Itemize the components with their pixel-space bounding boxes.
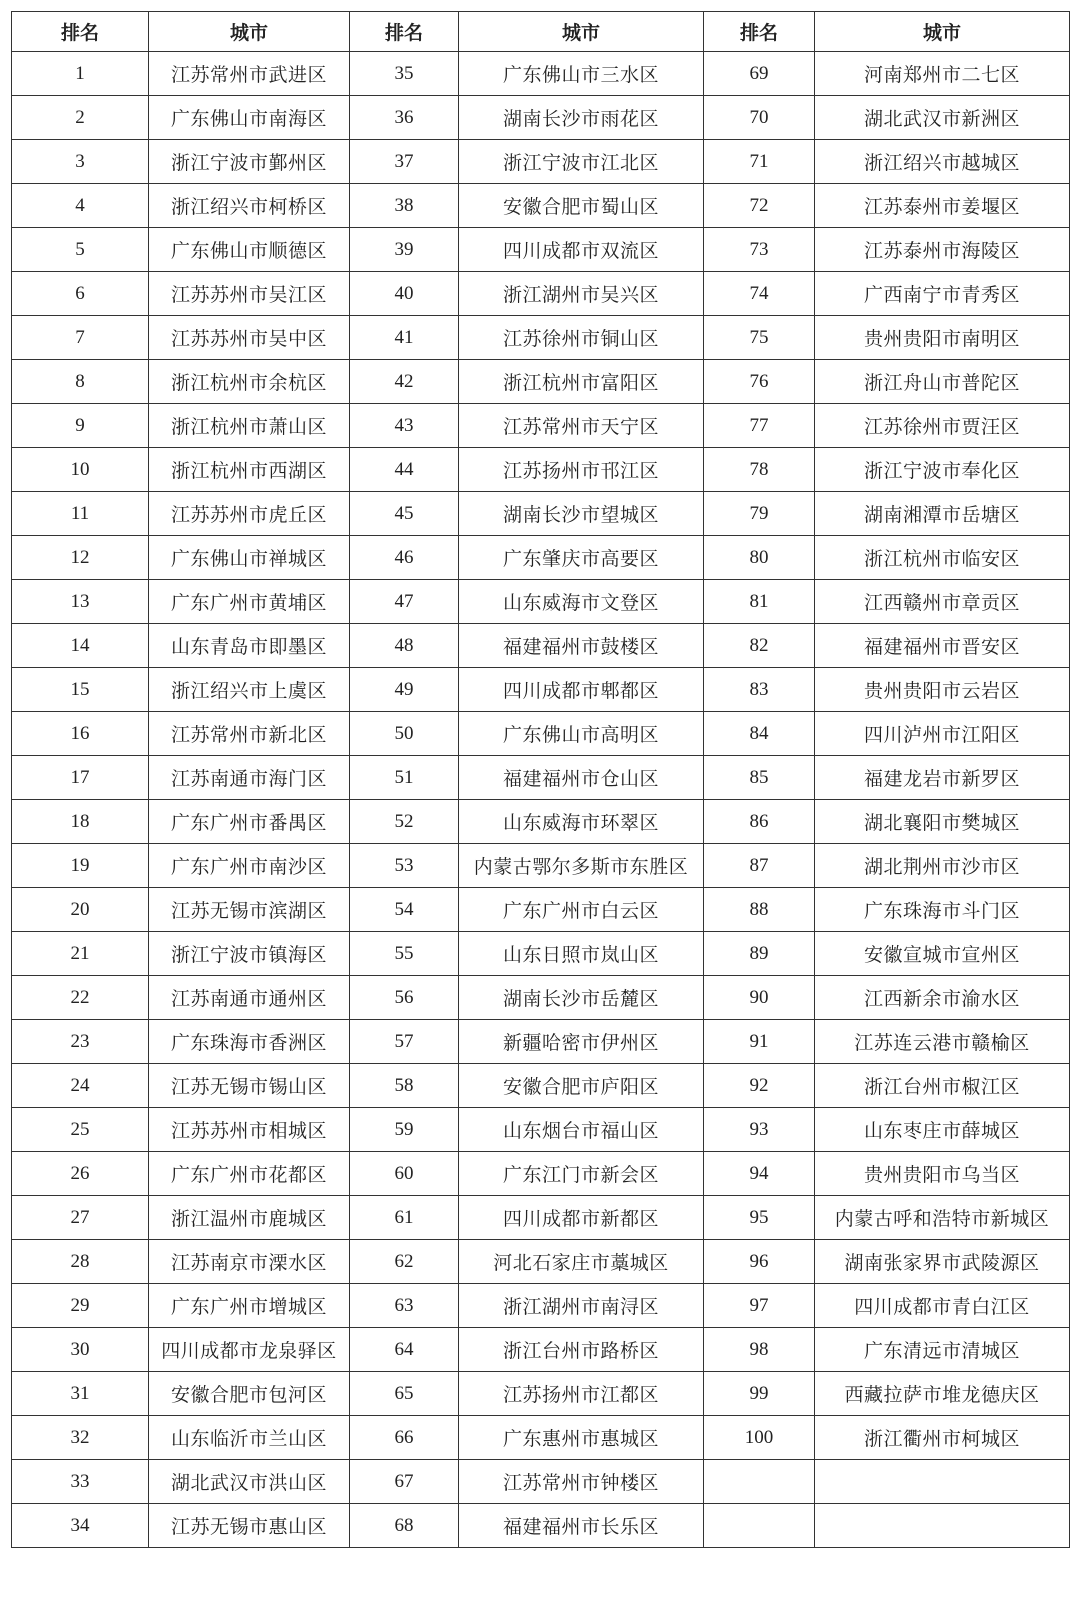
city-cell: 福建龙岩市新罗区 [815,756,1070,800]
rank-cell: 79 [704,492,815,536]
rank-cell: 77 [704,404,815,448]
rank-cell: 8 [12,360,149,404]
city-cell: 贵州贵阳市南明区 [815,316,1070,360]
city-cell: 湖北武汉市洪山区 [149,1460,350,1504]
table-row [12,1152,1070,1196]
city-cell: 广东佛山市禅城区 [149,536,350,580]
rank-cell: 55 [350,932,459,976]
city-cell: 浙江杭州市富阳区 [459,360,704,404]
header-city: 城市 [149,12,350,52]
city-cell: 浙江绍兴市越城区 [815,140,1070,184]
table-body [12,52,1070,1548]
city-cell: 浙江湖州市南浔区 [459,1284,704,1328]
city-cell: 广东佛山市南海区 [149,96,350,140]
rank-cell: 57 [350,1020,459,1064]
city-cell: 浙江衢州市柯城区 [815,1416,1070,1460]
city-cell: 浙江绍兴市上虞区 [149,668,350,712]
rank-cell: 15 [12,668,149,712]
rank-cell: 59 [350,1108,459,1152]
table-header [12,12,1070,52]
rank-cell: 98 [704,1328,815,1372]
rank-cell: 24 [12,1064,149,1108]
rank-cell: 70 [704,96,815,140]
city-cell: 山东日照市岚山区 [459,932,704,976]
city-cell: 贵州贵阳市乌当区 [815,1152,1070,1196]
rank-cell: 51 [350,756,459,800]
table-row [12,1020,1070,1064]
table-row [12,844,1070,888]
rank-cell: 14 [12,624,149,668]
rank-cell: 92 [704,1064,815,1108]
rank-cell: 34 [12,1504,149,1548]
rank-cell: 99 [704,1372,815,1416]
rank-cell: 68 [350,1504,459,1548]
rank-cell: 18 [12,800,149,844]
city-cell: 新疆哈密市伊州区 [459,1020,704,1064]
rank-cell: 69 [704,52,815,96]
city-cell: 西藏拉萨市堆龙德庆区 [815,1372,1070,1416]
city-cell: 广东江门市新会区 [459,1152,704,1196]
rank-cell: 33 [12,1460,149,1504]
city-cell: 湖南长沙市望城区 [459,492,704,536]
table-row [12,1504,1070,1548]
city-cell: 广东惠州市惠城区 [459,1416,704,1460]
city-cell: 四川成都市青白江区 [815,1284,1070,1328]
city-cell: 江苏无锡市惠山区 [149,1504,350,1548]
table-row [12,96,1070,140]
city-cell: 浙江湖州市吴兴区 [459,272,704,316]
table-row [12,932,1070,976]
rank-cell: 13 [12,580,149,624]
city-cell: 江苏苏州市吴中区 [149,316,350,360]
rank-cell: 63 [350,1284,459,1328]
city-cell: 江苏常州市天宁区 [459,404,704,448]
table-row [12,1460,1070,1504]
rank-cell: 3 [12,140,149,184]
rank-cell: 78 [704,448,815,492]
rank-cell: 19 [12,844,149,888]
header-rank: 排名 [12,12,149,52]
city-cell: 内蒙古鄂尔多斯市东胜区 [459,844,704,888]
rank-cell: 61 [350,1196,459,1240]
city-cell: 浙江宁波市奉化区 [815,448,1070,492]
rank-cell: 49 [350,668,459,712]
rank-cell: 26 [12,1152,149,1196]
city-cell: 广东肇庆市高要区 [459,536,704,580]
rank-cell: 96 [704,1240,815,1284]
rank-cell: 66 [350,1416,459,1460]
city-cell: 浙江台州市椒江区 [815,1064,1070,1108]
rank-cell: 40 [350,272,459,316]
city-cell: 四川泸州市江阳区 [815,712,1070,756]
rank-cell: 85 [704,756,815,800]
rank-cell [704,1460,815,1504]
rank-cell: 39 [350,228,459,272]
city-cell: 江苏泰州市姜堰区 [815,184,1070,228]
rank-cell: 44 [350,448,459,492]
city-cell: 江西新余市渝水区 [815,976,1070,1020]
rank-cell: 32 [12,1416,149,1460]
table-row [12,756,1070,800]
city-cell: 广东珠海市香洲区 [149,1020,350,1064]
table-row [12,1064,1070,1108]
rank-cell: 71 [704,140,815,184]
city-cell: 江苏徐州市铜山区 [459,316,704,360]
rank-cell: 5 [12,228,149,272]
table-row [12,52,1070,96]
rank-cell: 81 [704,580,815,624]
city-cell: 江苏南京市溧水区 [149,1240,350,1284]
rank-cell: 35 [350,52,459,96]
city-cell: 江苏苏州市相城区 [149,1108,350,1152]
rank-cell: 83 [704,668,815,712]
rank-cell: 95 [704,1196,815,1240]
city-cell: 山东临沂市兰山区 [149,1416,350,1460]
city-cell: 湖北荆州市沙市区 [815,844,1070,888]
rank-cell: 46 [350,536,459,580]
city-cell: 江苏泰州市海陵区 [815,228,1070,272]
rank-cell: 62 [350,1240,459,1284]
rank-cell: 64 [350,1328,459,1372]
city-cell: 广东佛山市顺德区 [149,228,350,272]
table-row [12,1108,1070,1152]
rank-cell: 25 [12,1108,149,1152]
rank-cell: 42 [350,360,459,404]
rank-cell: 2 [12,96,149,140]
city-cell: 广东佛山市高明区 [459,712,704,756]
city-cell: 四川成都市郫都区 [459,668,704,712]
rank-cell: 6 [12,272,149,316]
city-cell: 江苏扬州市邗江区 [459,448,704,492]
rank-cell: 65 [350,1372,459,1416]
rank-cell: 100 [704,1416,815,1460]
rank-cell: 53 [350,844,459,888]
table-row [12,536,1070,580]
city-cell: 广东清远市清城区 [815,1328,1070,1372]
rank-cell: 17 [12,756,149,800]
city-cell: 广东广州市南沙区 [149,844,350,888]
city-cell: 福建福州市鼓楼区 [459,624,704,668]
table-row [12,1372,1070,1416]
city-cell: 广东广州市增城区 [149,1284,350,1328]
rank-cell: 94 [704,1152,815,1196]
city-cell: 江苏南通市通州区 [149,976,350,1020]
table-row [12,228,1070,272]
table-row [12,668,1070,712]
rank-cell: 73 [704,228,815,272]
city-cell: 浙江绍兴市柯桥区 [149,184,350,228]
city-cell: 江苏常州市钟楼区 [459,1460,704,1504]
rank-cell: 43 [350,404,459,448]
rank-cell: 29 [12,1284,149,1328]
table-row [12,1416,1070,1460]
city-cell: 浙江宁波市镇海区 [149,932,350,976]
rank-cell: 27 [12,1196,149,1240]
city-cell: 江苏常州市武进区 [149,52,350,96]
city-cell: 浙江温州市鹿城区 [149,1196,350,1240]
city-cell: 江苏苏州市虎丘区 [149,492,350,536]
table-row [12,800,1070,844]
city-cell: 湖南湘潭市岳塘区 [815,492,1070,536]
city-cell: 广西南宁市青秀区 [815,272,1070,316]
city-cell: 浙江杭州市临安区 [815,536,1070,580]
rank-cell: 93 [704,1108,815,1152]
city-cell [815,1504,1070,1548]
rank-cell: 48 [350,624,459,668]
rank-cell: 76 [704,360,815,404]
table-row [12,1284,1070,1328]
table-row [12,360,1070,404]
city-cell: 江苏徐州市贾汪区 [815,404,1070,448]
rank-cell: 82 [704,624,815,668]
rank-cell: 10 [12,448,149,492]
city-cell: 福建福州市仓山区 [459,756,704,800]
table-row [12,404,1070,448]
table-row [12,624,1070,668]
rank-cell: 52 [350,800,459,844]
rank-cell: 9 [12,404,149,448]
city-cell: 四川成都市龙泉驿区 [149,1328,350,1372]
rank-cell: 72 [704,184,815,228]
rank-cell: 1 [12,52,149,96]
city-cell: 山东威海市环翠区 [459,800,704,844]
rank-cell: 88 [704,888,815,932]
table-row [12,1196,1070,1240]
city-cell: 福建福州市晋安区 [815,624,1070,668]
rank-cell: 11 [12,492,149,536]
city-cell: 江苏苏州市吴江区 [149,272,350,316]
rank-cell: 97 [704,1284,815,1328]
rank-cell: 7 [12,316,149,360]
rank-cell: 50 [350,712,459,756]
table-row [12,140,1070,184]
table-row [12,316,1070,360]
rank-cell: 80 [704,536,815,580]
city-cell: 四川成都市新都区 [459,1196,704,1240]
city-cell: 江苏无锡市滨湖区 [149,888,350,932]
city-cell: 安徽合肥市庐阳区 [459,1064,704,1108]
ranking-table-container [11,11,1069,1548]
city-cell: 安徽合肥市蜀山区 [459,184,704,228]
table-row [12,448,1070,492]
city-cell: 山东烟台市福山区 [459,1108,704,1152]
rank-cell: 91 [704,1020,815,1064]
city-cell [815,1460,1070,1504]
rank-cell: 56 [350,976,459,1020]
rank-cell: 30 [12,1328,149,1372]
rank-cell: 22 [12,976,149,1020]
city-cell: 湖南长沙市雨花区 [459,96,704,140]
rank-cell: 58 [350,1064,459,1108]
city-cell: 江苏南通市海门区 [149,756,350,800]
rank-cell: 12 [12,536,149,580]
table-row [12,976,1070,1020]
city-cell: 湖南长沙市岳麓区 [459,976,704,1020]
rank-cell: 60 [350,1152,459,1196]
rank-cell: 38 [350,184,459,228]
table-row [12,272,1070,316]
header-row [12,12,1070,52]
rank-cell: 36 [350,96,459,140]
rank-cell: 54 [350,888,459,932]
header-rank: 排名 [704,12,815,52]
city-cell: 浙江宁波市江北区 [459,140,704,184]
rank-cell: 41 [350,316,459,360]
table-row [12,888,1070,932]
rank-cell: 74 [704,272,815,316]
rank-cell: 45 [350,492,459,536]
city-cell: 广东珠海市斗门区 [815,888,1070,932]
city-cell: 湖北武汉市新洲区 [815,96,1070,140]
rank-cell: 86 [704,800,815,844]
rank-cell: 84 [704,712,815,756]
table-row [12,1328,1070,1372]
rank-cell: 31 [12,1372,149,1416]
table-row [12,712,1070,756]
rank-cell: 37 [350,140,459,184]
rank-cell: 28 [12,1240,149,1284]
header-rank: 排名 [350,12,459,52]
ranking-table [11,11,1070,1548]
city-cell: 安徽宣城市宣州区 [815,932,1070,976]
city-cell: 安徽合肥市包河区 [149,1372,350,1416]
table-row [12,184,1070,228]
city-cell: 山东威海市文登区 [459,580,704,624]
rank-cell: 90 [704,976,815,1020]
city-cell: 浙江杭州市余杭区 [149,360,350,404]
city-cell: 河南郑州市二七区 [815,52,1070,96]
city-cell: 湖北襄阳市樊城区 [815,800,1070,844]
rank-cell: 16 [12,712,149,756]
city-cell: 广东广州市黄埔区 [149,580,350,624]
rank-cell: 47 [350,580,459,624]
city-cell: 福建福州市长乐区 [459,1504,704,1548]
city-cell: 贵州贵阳市云岩区 [815,668,1070,712]
city-cell: 广东佛山市三水区 [459,52,704,96]
rank-cell: 23 [12,1020,149,1064]
city-cell: 江苏扬州市江都区 [459,1372,704,1416]
city-cell: 江苏连云港市赣榆区 [815,1020,1070,1064]
rank-cell: 20 [12,888,149,932]
city-cell: 内蒙古呼和浩特市新城区 [815,1196,1070,1240]
city-cell: 江苏无锡市锡山区 [149,1064,350,1108]
city-cell: 浙江台州市路桥区 [459,1328,704,1372]
city-cell: 广东广州市白云区 [459,888,704,932]
city-cell: 山东枣庄市薛城区 [815,1108,1070,1152]
rank-cell: 87 [704,844,815,888]
table-row [12,580,1070,624]
city-cell: 湖南张家界市武陵源区 [815,1240,1070,1284]
rank-cell: 67 [350,1460,459,1504]
header-city: 城市 [815,12,1070,52]
city-cell: 江苏常州市新北区 [149,712,350,756]
rank-cell: 21 [12,932,149,976]
rank-cell: 75 [704,316,815,360]
city-cell: 四川成都市双流区 [459,228,704,272]
city-cell: 河北石家庄市藁城区 [459,1240,704,1284]
city-cell: 浙江杭州市西湖区 [149,448,350,492]
city-cell: 江西赣州市章贡区 [815,580,1070,624]
city-cell: 浙江舟山市普陀区 [815,360,1070,404]
rank-cell [704,1504,815,1548]
rank-cell: 89 [704,932,815,976]
city-cell: 浙江宁波市鄞州区 [149,140,350,184]
city-cell: 广东广州市番禺区 [149,800,350,844]
table-row [12,1240,1070,1284]
city-cell: 山东青岛市即墨区 [149,624,350,668]
city-cell: 广东广州市花都区 [149,1152,350,1196]
city-cell: 浙江杭州市萧山区 [149,404,350,448]
rank-cell: 4 [12,184,149,228]
header-city: 城市 [459,12,704,52]
table-row [12,492,1070,536]
